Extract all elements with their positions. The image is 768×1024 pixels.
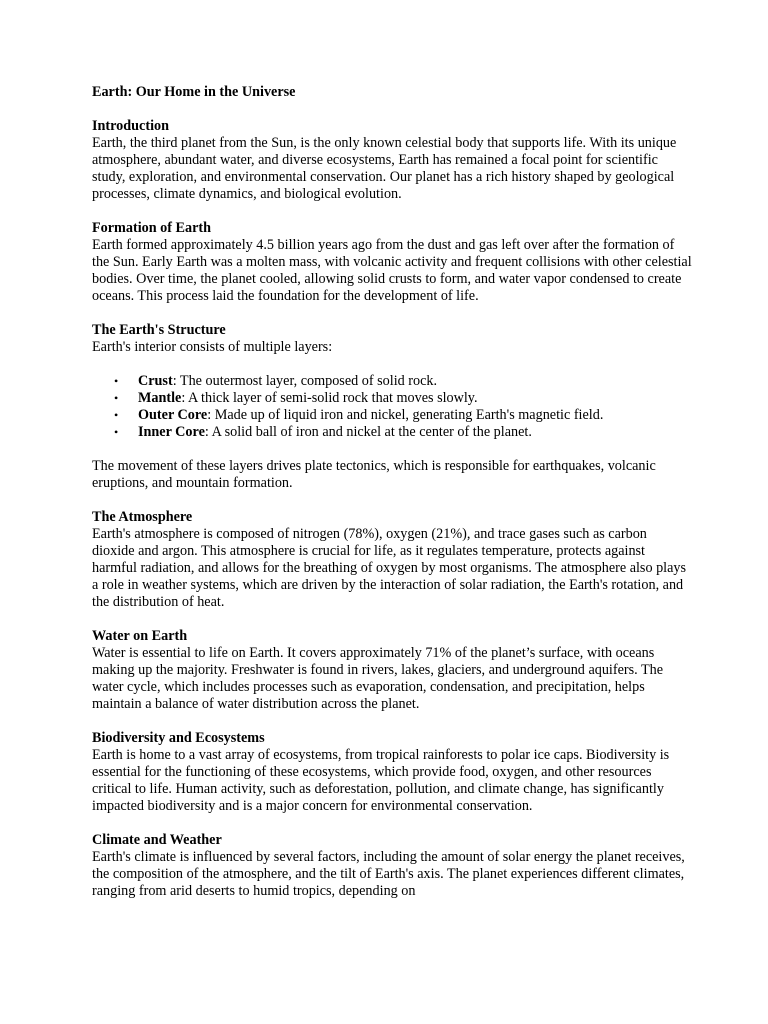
section-paragraph: Earth's atmosphere is composed of nitrogen (78%), oxygen (21%), and trace gases such as carbon dioxide and argon. This atmosphere is crucial for life, as it regulates temperature, protects against harmful radiation, and allows for the breathing of oxygen by most organisms. The atmosphere also plays a role in weather systems, which are driven by the interaction of solar radiation, the Earth's rotation, and the distribution of heat.	[92, 526, 687, 610]
section-paragraph: The movement of these layers drives plate tectonics, which is responsible for earthquakes, volcanic eruptions, and mountain formation.	[92, 458, 656, 491]
section-structure	[92, 322, 692, 492]
section-introduction	[92, 118, 692, 203]
layer-description: : Made up of liquid iron and nickel, generating Earth's magnetic field.	[207, 407, 604, 423]
section-heading: Introduction	[92, 118, 169, 134]
layer-description: : A thick layer of semi-solid rock that moves slowly.	[181, 390, 478, 406]
section-climate	[92, 832, 692, 900]
section-heading: Formation of Earth	[92, 220, 212, 236]
layer-term: Mantle	[138, 390, 182, 406]
section-heading: The Atmosphere	[92, 509, 193, 525]
list-item-inner-core	[92, 424, 692, 441]
layer-term: Crust	[138, 373, 173, 389]
section-paragraph: Earth's climate is influenced by several factors, including the amount of solar energy the planet receives, the composition of the atmosphere, and the tilt of Earth's axis. The planet experiences different climates, ranging from arid deserts to humid tropics, depending on	[92, 849, 685, 899]
section-formation	[92, 220, 692, 305]
section-water	[92, 628, 692, 713]
layer-term: Inner Core	[138, 424, 205, 440]
section-heading: Water on Earth	[92, 628, 188, 644]
bullet-icon: •	[114, 425, 119, 439]
layer-list	[92, 373, 692, 441]
section-atmosphere	[92, 509, 692, 611]
section-paragraph: Earth formed approximately 4.5 billion years ago from the dust and gas left over after the formation of the Sun. Early Earth was a molten mass, with volcanic activity and frequent collisions with other celestial bodies. Over time, the planet cooled, allowing solid crusts to form, and water vapor condensed to create oceans. This process laid the foundation for the development of life.	[92, 237, 692, 304]
document-page	[92, 84, 692, 917]
section-paragraph: Earth is home to a vast array of ecosystems, from tropical rainforests to polar ice caps. Biodiversity is essential for the functioning of these ecosystems, which provide food, oxygen, and other resources critical to life. Human activity, such as deforestation, pollution, and climate change, has significantly impacted biodiversity and is a major concern for environmental conservation.	[92, 747, 670, 814]
list-item-outer-core	[92, 407, 692, 424]
section-heading: The Earth's Structure	[92, 322, 226, 338]
bullet-icon: •	[114, 408, 119, 422]
section-heading: Climate and Weather	[92, 832, 222, 848]
section-biodiversity	[92, 730, 692, 815]
bullet-icon: •	[114, 391, 119, 405]
layer-description: : The outermost layer, composed of solid rock.	[172, 373, 438, 389]
section-heading: Biodiversity and Ecosystems	[92, 730, 265, 746]
list-item-mantle	[92, 390, 692, 407]
section-intro: Earth's interior consists of multiple layers:	[92, 339, 333, 355]
list-item-crust	[92, 373, 692, 390]
layer-description: : A solid ball of iron and nickel at the center of the planet.	[204, 424, 532, 440]
section-paragraph: Earth, the third planet from the Sun, is the only known celestial body that supports life. With its unique atmosphere, abundant water, and diverse ecosystems, Earth has remained a focal point for scientific study, exploration, and environmental conservation. Our planet has a rich history shaped by geological processes, climate dynamics, and biological evolution.	[92, 135, 677, 202]
bullet-icon: •	[114, 374, 119, 388]
layer-term: Outer Core	[138, 407, 208, 423]
document-title: Earth: Our Home in the Universe	[92, 84, 296, 100]
section-paragraph: Water is essential to life on Earth. It covers approximately 71% of the planet’s surface, with oceans making up the majority. Freshwater is found in rivers, lakes, glaciers, and underground aquifers. The water cycle, which includes processes such as evaporation, condensation, and precipitation, helps maintain a balance of water distribution across the planet.	[92, 645, 664, 712]
